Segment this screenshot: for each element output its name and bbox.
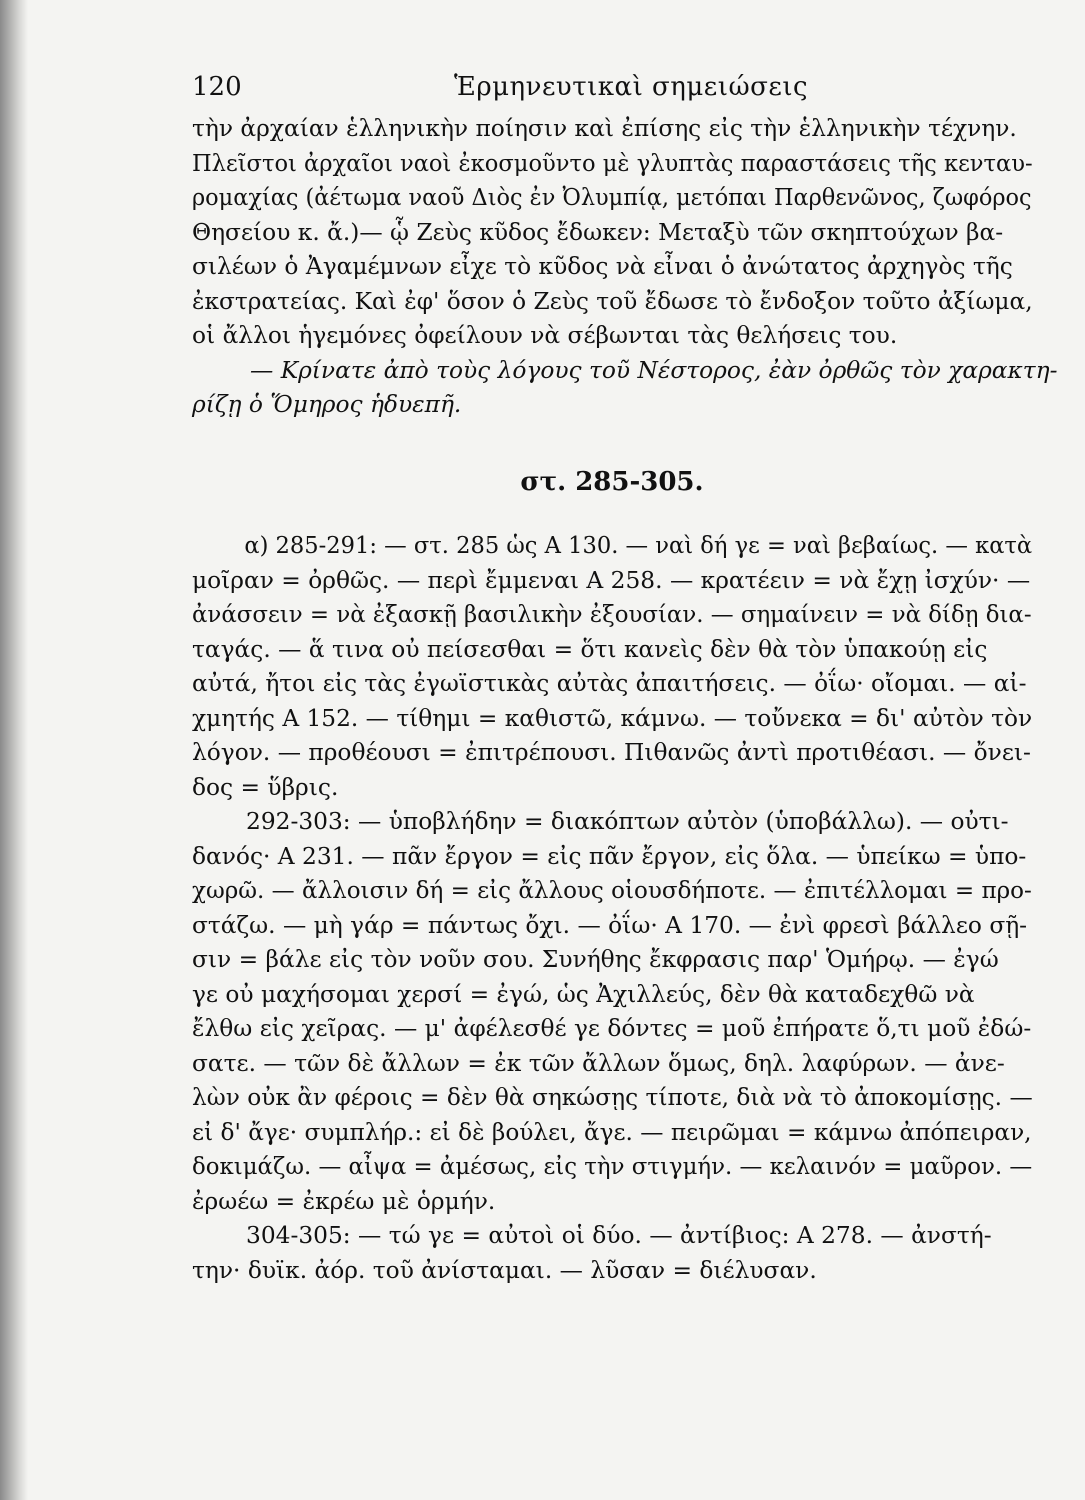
text-line: στάζω. — μὴ γάρ = πάντως ὄχι. — ὀΐω· Α 170. — ἐνὶ φρεσὶ βάλλεο σῇ- [192, 911, 1028, 939]
running-head [192, 72, 1032, 112]
book-page [192, 72, 1058, 1288]
running-title: Ἑρμηνευτικαὶ σημειώσεις [454, 72, 809, 102]
text-line: λὼν οὐκ ἂν φέροις = δὲν θὰ σηκώσῃς τίποτε, διὰ νὰ τὸ ἀποκομίσῃς. — [192, 1084, 1033, 1111]
section-heading: στ. 285-305. [520, 466, 704, 497]
paragraph-lines-304-305 [192, 1219, 1032, 1288]
page-number: 120 [192, 72, 242, 102]
text-line: μοῖραν = ὀρθῶς. — περὶ ἔμμεναι Α 258. — κρατέειν = νὰ ἔχῃ ἰσχύν· — [192, 566, 1031, 594]
page-body [192, 112, 1058, 1288]
book-gutter-shadow [0, 0, 28, 1500]
text-line: σιν = βάλε εἰς τὸν νοῦν σου. Συνήθης ἔκφρασις παρ' Ὁμήρῳ. — ἐγώ [192, 946, 999, 973]
text-line: 292-303: — ὑποβλήδην = διακόπτων αὐτὸν (ὑποβάλλω). — οὐτι- [246, 808, 1009, 835]
paragraph-commentary-intro [192, 112, 1032, 354]
text-line: σατε. — τῶν δὲ ἄλλων = ἐκ τῶν ἄλλων ὅμως, δηλ. λαφύρων. — ἀνε- [192, 1049, 1005, 1077]
text-line: δοκιμάζω. — αἶψα = ἀμέσως, εἰς τὴν στιγμήν. — κελαινόν = μαῦρον. — [192, 1153, 1033, 1180]
paragraph-lines-292-303 [192, 805, 1032, 1219]
text-line: την· δυϊκ. ἀόρ. τοῦ ἀνίσταμαι. — λῦσαν = διέλυσαν. [192, 1256, 817, 1284]
text-line: χωρῶ. — ἄλλοισιν δή = εἰς ἄλλους οἱουσδήποτε. — ἐπιτέλλομαι = προ- [192, 877, 1032, 904]
text-line: ἀνάσσειν = νὰ ἐξασκῇ βασιλικὴν ἐξουσίαν. — σημαίνειν = νὰ δίδῃ δια- [192, 601, 1032, 628]
text-line: α) 285-291: — στ. 285 ὡς Α 130. — ναὶ δή γε = ναὶ βεβαίως. — κατὰ [244, 532, 1033, 559]
paragraph-lines-285-291 [192, 529, 1032, 805]
text-line: Θησείου κ. ἄ.)— ᾧ Ζεὺς κῦδος ἔδωκεν: Μεταξὺ τῶν σκηπτούχων βα- [192, 218, 1004, 246]
text-line: δανός· Α 231. — πᾶν ἔργον = εἰς πᾶν ἔργον, εἰς ὅλα. — ὑπείκω = ὑπο- [192, 842, 1027, 870]
text-line: ἔλθω εἰς χεῖρας. — μ' ἀφέλεσθέ γε δόντες = μοῦ ἐπήρατε ὅ,τι μοῦ ἐδώ- [192, 1015, 1032, 1042]
text-line: οἱ ἄλλοι ἡγεμόνες ὀφείλουν νὰ σέβωνται τὰς θελήσεις του. [192, 322, 898, 349]
text-line: ρομαχίας (ἀέτωμα ναοῦ Διὸς ἐν Ὀλυμπίᾳ, μετόπαι Παρθενῶνος, ζωφόρος [192, 184, 1032, 211]
text-line: ἐρωέω = ἐκρέω μὲ ὁρμήν. [192, 1187, 496, 1215]
text-line: γε οὐ μαχήσομαι χερσί = ἐγώ, ὡς Ἀχιλλεύς, δὲν θὰ καταδεχθῶ νὰ [192, 980, 975, 1008]
text-line: ταγάς. — ἅ τινα οὐ πείσεσθαι = ὅτι κανεὶς δὲν θὰ τὸν ὑπακούῃ εἰς [192, 635, 988, 663]
text-line: λόγον. — προθέουσι = ἐπιτρέπουσι. Πιθανῶς ἀντὶ προτιθέασι. — ὄνει- [192, 739, 1031, 766]
text-line: χμητής Α 152. — τίθημι = καθιστῶ, κάμνω. — τοὔνεκα = δι' αὐτὸν τὸν [192, 704, 1033, 732]
text-line: ρίζῃ ὁ Ὅμηρος ἡδυεπῆ. [192, 391, 462, 418]
text-line: σιλέων ὁ Ἀγαμέμνων εἶχε τὸ κῦδος νὰ εἶναι ὁ ἀνώτατος ἀρχηγὸς τῆς [192, 253, 1013, 280]
text-line: εἰ δ' ἄγε· συμπλήρ.: εἰ δὲ βούλει, ἄγε. — πειρῶμαι = κάμνω ἀπόπειραν, [192, 1118, 1032, 1146]
exercise-question [192, 354, 1058, 423]
text-line: — Κρίνατε ἀπὸ τοὺς λόγους τοῦ Νέστορος, ἐὰν ὀρθῶς τὸν χαρακτη- [250, 356, 1058, 384]
text-line: 304-305: — τώ γε = αὐτοὶ οἱ δύο. — ἀντίβιος: Α 278. — ἀνστή- [246, 1222, 992, 1249]
text-line: αὐτά, ἤτοι εἰς τὰς ἐγωϊστικὰς αὐτὰς ἀπαιτήσεις. — ὀΐω· οἴομαι. — αἰ- [192, 670, 1027, 697]
text-line: δος = ὕβρις. [192, 773, 339, 801]
text-line: Πλεῖστοι ἀρχαῖοι ναοὶ ἐκοσμοῦντο μὲ γλυπτὰς παραστάσεις τῆς κενταυ- [192, 149, 1033, 177]
text-line: τὴν ἀρχαίαν ἑλληνικὴν ποίησιν καὶ ἐπίσης εἰς τὴν ἑλληνικὴν τέχνην. [192, 115, 1017, 142]
text-line: ἐκστρατείας. Καὶ ἐφ' ὅσον ὁ Ζεὺς τοῦ ἔδωσε τὸ ἔνδοξον τοῦτο ἀξίωμα, [192, 287, 1033, 315]
